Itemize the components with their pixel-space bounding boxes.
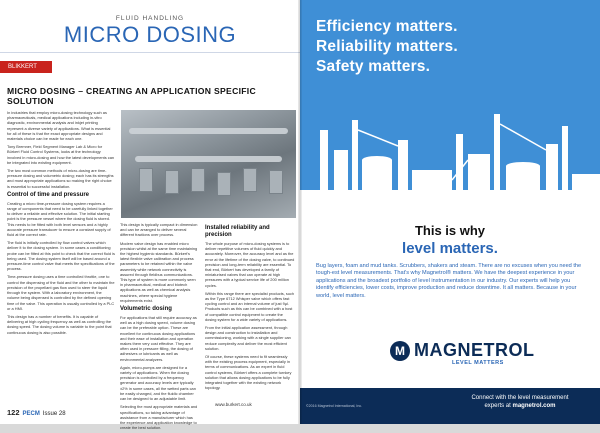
divider <box>0 52 300 53</box>
magnetrol-logo-mark: M <box>390 341 410 361</box>
issue-number: Issue 28 <box>42 411 66 417</box>
advert-hero <box>300 0 600 210</box>
body-paragraph: Again, micro-pumps are designed for a variety of applications. When the dosing precision is controlled by a frequency generator and accuracy levels are typically ±2% in some cases, all the wetted parts can be easily changed, and the fluidic chamber can be designed to an adjustable limit. <box>120 364 196 402</box>
slogan-efficiency: Efficiency matters. <box>316 18 458 35</box>
company-tag: BLIKKERT <box>0 61 52 73</box>
connect-line-1: Connect with the level measurement <box>471 395 569 401</box>
spine-gutter <box>298 0 302 424</box>
article-column-3 <box>205 222 295 393</box>
connect-line-2 <box>450 402 590 410</box>
body-paragraph: Selecting the most appropriate materials and specifications, so taking advantage of assistance from a manufacturer which has the experience and application knowledge to create the best solution. <box>120 404 198 431</box>
body-paragraph: Modern valve design has enabled micro precision whilst at the same time maintaining the highest hygienic standards. Bürkert's latest flexible valve calibration and process parameters to be retained within the valve assembly while network connectivity is assured through fieldbus communications. This type of system is more commonly seen in pharmaceutical, medical and biotech applications as well as chemical analysis machines, where special hygiene requirements exist. <box>120 240 198 303</box>
level-matters-text: level matters. <box>402 240 498 257</box>
page-number: 122 <box>7 408 20 417</box>
body-paragraph: Time-pressure dosing uses a time controlled throttle, one to control the dispensing of the fluid and the other to maintain the precision of the propellant gas flow used to steer the liquid through the system. With a laboratory environment, the volume being dispensed is controlled by the defined opening time of the valve. This operation is usually controlled by a PLC or a HMI. <box>7 274 115 311</box>
article-column-2 <box>120 222 199 433</box>
magazine-brand: PECM <box>22 411 40 417</box>
section-label: FLUID HANDLING <box>115 15 185 22</box>
magnetrol-logo <box>390 338 535 372</box>
connect-prefix: experts at <box>484 403 511 409</box>
article-page <box>0 0 300 431</box>
logo-tagline: LEVEL MATTERS <box>452 360 504 366</box>
page-folio <box>7 408 66 417</box>
slogan-safety: Safety matters. <box>316 58 431 75</box>
body-paragraph: This design has a number of benefits. It is capable of delivering at high cycling frequency as well as controlling the dosing speed. The dosing volume is variable to the point that continuous dosing is also possible. <box>7 313 112 335</box>
body-paragraph: Creating a micro time-pressure dosing system requires a range of components that need to be carefully linked together to deliver a reliable and effective solution. The initial starting point is the pressure vessel where the dosing fluid is stored. This needs to be fitted with both level sensors and a highly accurate pressure transducer to ensure a constant supply of fluid at the correct rate. <box>7 200 113 238</box>
connect-cta <box>450 394 590 410</box>
section-heading: Control of time and pressure <box>7 191 90 198</box>
refinery-skyline-illustration <box>300 90 600 210</box>
advert-footer <box>300 388 600 424</box>
body-paragraph: This design is typically compact in dimension and can be arranged to deliver several different fractions over process. <box>120 222 198 238</box>
body-paragraph: Within this range there are specialist products, such as the Type 6712 Whisper valve which offers fast cycling control and an internal volume of just 9µl. Products such as this can be combined with a host of compatible control equipment to create the dosing system for a wide variety of applications. <box>205 290 295 322</box>
intro-paragraph: Tony Bremner, Field Segment Manager Lab & Micro for Bürkert Fluid Control Systems, looks at the technology involved in micro-dosing and how the latest developments can be integrated into existing equipment. <box>7 144 115 165</box>
magnetrol-website-link[interactable]: magnetrol.com <box>512 403 556 409</box>
slogan-reliability: Reliability matters. <box>316 38 458 55</box>
article-headline: MICRO DOSING – CREATING AN APPLICATION SPECIFIC SOLUTION <box>7 86 257 106</box>
section-heading: Volumetric dosing <box>120 306 172 313</box>
body-paragraph: Of course, these systems need to fit seamlessly with the existing process equipment, especially in terms of communications. As an expert in fluid control systems, Bürkert offers a complete turnkey solution that allows dosing applications to be fully integrated together with the existing network topology. <box>205 354 292 391</box>
advert-body-text: Bug layers, foam and mud tanks. Scrubbers, shakers and steam. There are no excuses when you need the tough-est level measurements. That's why Magnetrol® matters. We have the deepest experience in your applications and the broadest portfolio of level instrumentation in our industry. Our experts will help you identify efficiencies, lower costs, improve production and reduce downtime. It all matters. Because in your world, level matters. <box>316 263 582 299</box>
section-heading: Installed reliability and precision <box>205 225 270 238</box>
website-link[interactable]: www.burkert.co.uk <box>215 402 252 407</box>
article-column-1 <box>7 110 115 338</box>
advert-page <box>300 0 600 424</box>
body-paragraph: The fluid is initially controlled by flow control valves which deliver it to the dosing system. In some cases a conditioning probe can be fitted at this point to check that the correct fluid is being used. The dosing system itself will be based around a pressure-time control valve that meets the specifications of the process. <box>7 240 115 272</box>
body-paragraph: The whole purpose of micro-dosing systems is to deliver repetitive volumes of fluid quickly and accurately. Moreover, the accuracy level and as the error at the lifetime of the dosing valve, to continued precision and long-term reliability are essential. To that end, Bürkert has developed a family of miniaturised valves that can operate at high pressures with a typical service life of 200 million cycles. <box>205 241 295 288</box>
this-is-why-text: This is why <box>414 223 486 238</box>
magnetrol-wordmark: MAGNETROL <box>414 340 535 360</box>
body-paragraph: For applications that still require accuracy as well as a high dosing speed, volume dosing can be the preferable option. These are excellent for continuous dosing applications and their ease of installation and operation makes them very cost effective. They are often used in pressure filling, the dosing of adhesives or lubricants as well as environmental analyzers. <box>120 315 197 362</box>
body-paragraph: From the initial application assessment, through design and construction to installation and commissioning, working with a single supplier can reduce complexity and deliver the most efficient solution. <box>205 325 291 351</box>
intro-paragraph: The two most common methods of micro-dosing are time-pressure dosing and volumetric dosing; each has its strengths and most appropriate applications so making the right choice is essential to successful installation. <box>7 168 114 189</box>
intro-paragraph: In industries that employ micro-dosing technology such as pharmaceuticals, medical applications including in-vitro diagnostic, environmental analysis and inkjet printing represent a diverse variety of applications. What is essential for all of these is that the exact appropriate designs and materials choice can be made for each one. <box>7 110 111 142</box>
copyright-text: ©2016 Magnetrol International, Inc. <box>306 404 363 408</box>
magazine-title: MICRO DOSING <box>63 22 237 47</box>
dosing-machine-photo <box>121 110 296 218</box>
